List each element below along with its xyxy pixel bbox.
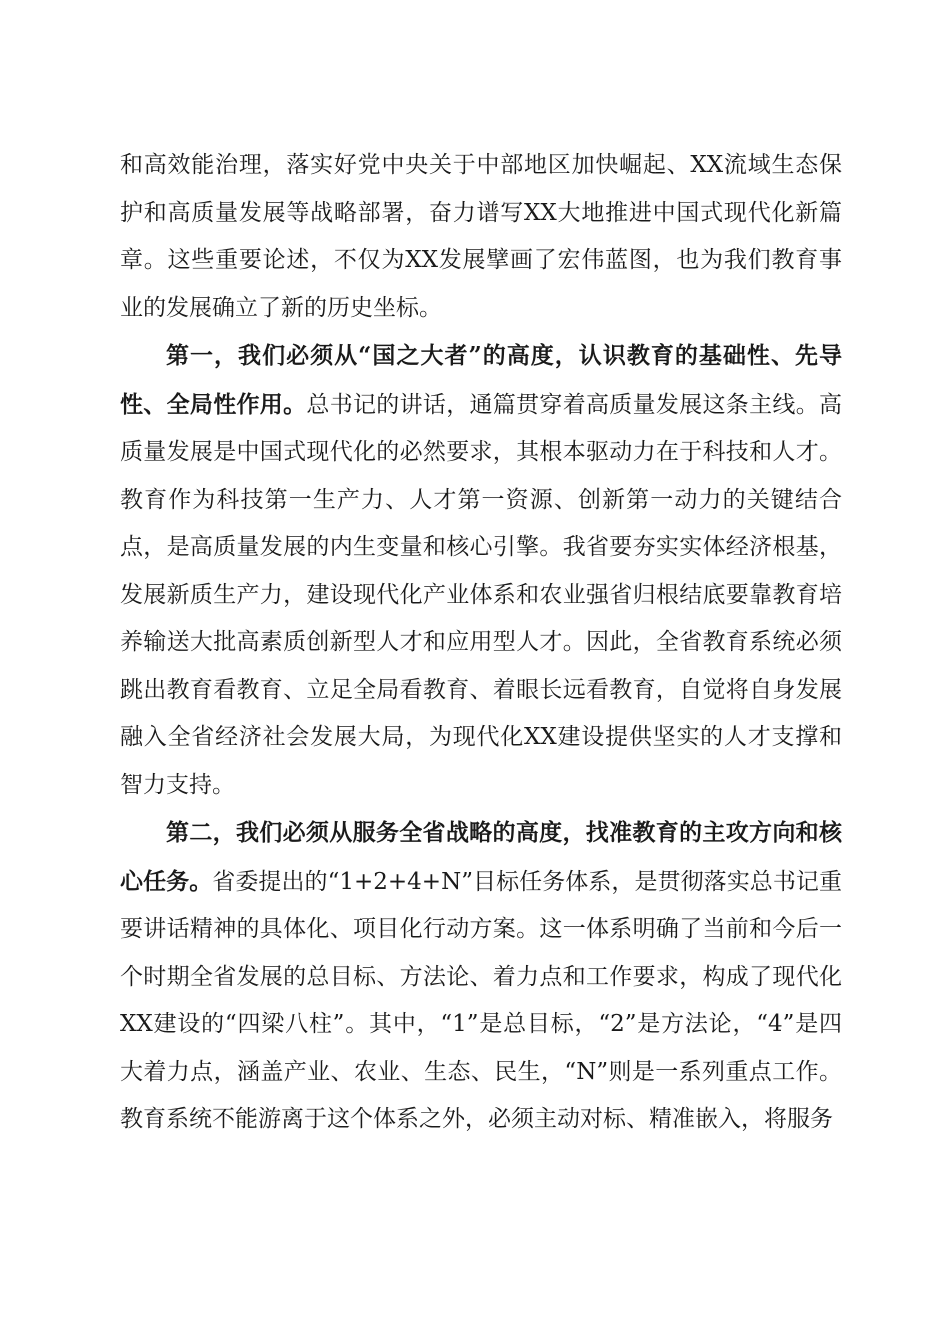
paragraph-continued	[120, 142, 842, 332]
paragraph-first-point	[120, 332, 842, 809]
document-body	[120, 142, 842, 1144]
paragraph-second-point	[120, 809, 842, 1144]
paragraph-text: 省委提出的“1+2+4+N”目标任务体系，是贯彻落实总书记重要讲话精神的具体化、项目化行动方案。这一体系明确了当前和今后一个时期全省发展的总目标、方法论、着力点和工作要求，构成了现代化XX建设的“四梁八柱”。其中，“1”是总目标，“2”是方法论，“4”是四大着力点，涵盖产业、农业、生态、民生，“N”则是一系列重点工作。教育系统不能游离于这个体系之外，必须主动对标、精准嵌入，将服务	[120, 868, 842, 1132]
paragraph-text: 总书记的讲话，通篇贯穿着高质量发展这条主线。高质量发展是中国式现代化的必然要求，其根本驱动力在于科技和人才。教育作为科技第一生产力、人才第一资源、创新第一动力的关键结合点，是高质量发展的内生变量和核心引擎。我省要夯实实体经济根基，发展新质生产力，建设现代化产业体系和农业强省归根结底要靠教育培养输送大批高素质创新型人才和应用型人才。因此，全省教育系统必须跳出教育看教育、立足全局看教育、着眼长远看教育，自觉将自身发展融入全省经济社会发展大局，为现代化XX建设提供坚实的人才支撑和智力支持。	[120, 391, 843, 798]
paragraph-text: 和高效能治理，落实好党中央关于中部地区加快崛起、XX流域生态保护和高质量发展等战略部署，奋力谱写XX大地推进中国式现代化新篇章。这些重要论述，不仅为XX发展擘画了宏伟蓝图，也为我们教育事业的发展确立了新的历史坐标。	[120, 152, 842, 321]
paragraph-lead-heading: 第二，我们必须从服务全省战略的高度，找准教育的主攻方向和核心任务。	[120, 819, 842, 895]
paragraph-lead-heading: 第一，我们必须从“国之大者”的高度，认识教育的基础性、先导性、全局性作用。	[120, 342, 842, 418]
